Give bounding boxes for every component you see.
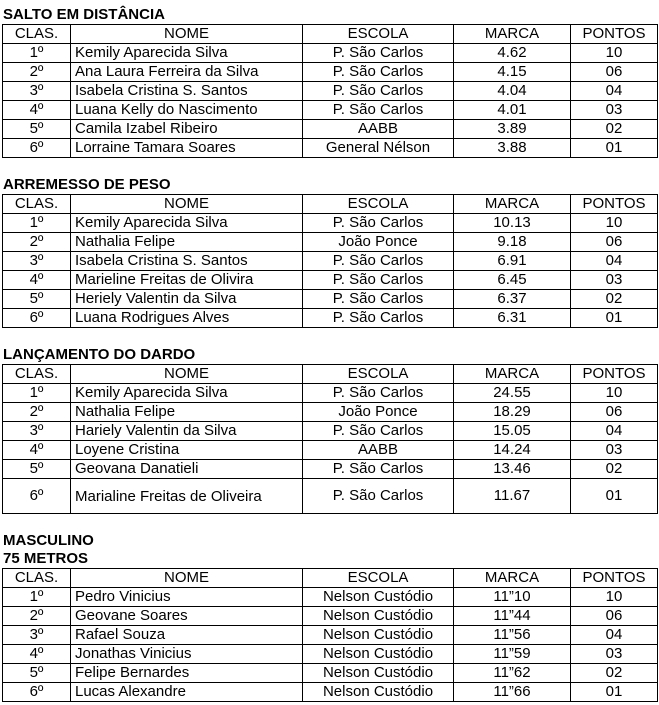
cell-marca: 24.55	[454, 384, 571, 403]
cell-escola: P. São Carlos	[303, 290, 454, 309]
cell-pontos: 04	[571, 626, 658, 645]
cell-clas: 1º	[3, 384, 71, 403]
cell-nome: Marieline Freitas de Olivira	[71, 271, 303, 290]
header-clas: CLAS.	[3, 569, 71, 588]
table-row	[3, 664, 658, 683]
cell-pontos: 01	[571, 479, 658, 514]
table-row	[3, 252, 658, 271]
table-row	[3, 479, 658, 514]
header-row	[3, 25, 658, 44]
cell-marca: 6.91	[454, 252, 571, 271]
cell-escola: P. São Carlos	[303, 214, 454, 233]
cell-clas: 1º	[3, 44, 71, 63]
cell-escola: General Nélson	[303, 139, 454, 158]
cell-marca: 6.37	[454, 290, 571, 309]
header-nome: NOME	[71, 365, 303, 384]
cell-pontos: 01	[571, 683, 658, 702]
section-title: ARREMESSO DE PESO	[3, 176, 171, 193]
cell-nome: Heriely Valentin da Silva	[71, 290, 303, 309]
cell-clas: 5º	[3, 120, 71, 139]
cell-marca: 13.46	[454, 460, 571, 479]
cell-nome: Kemily Aparecida Silva	[71, 384, 303, 403]
cell-nome: Luana Rodrigues Alves	[71, 309, 303, 328]
cell-pontos: 10	[571, 384, 658, 403]
cell-escola: Nelson Custódio	[303, 607, 454, 626]
header-pontos: PONTOS	[571, 25, 658, 44]
cell-pontos: 02	[571, 460, 658, 479]
table-row	[3, 271, 658, 290]
cell-pontos: 04	[571, 422, 658, 441]
cell-clas: 1º	[3, 214, 71, 233]
cell-escola: P. São Carlos	[303, 460, 454, 479]
cell-marca: 15.05	[454, 422, 571, 441]
cell-marca: 11”59	[454, 645, 571, 664]
cell-marca: 4.62	[454, 44, 571, 63]
cell-clas: 4º	[3, 271, 71, 290]
cell-pontos: 04	[571, 82, 658, 101]
cell-escola: P. São Carlos	[303, 309, 454, 328]
cell-pontos: 02	[571, 120, 658, 139]
table-row	[3, 233, 658, 252]
cell-pontos: 02	[571, 290, 658, 309]
cell-pontos: 10	[571, 44, 658, 63]
cell-clas: 2º	[3, 403, 71, 422]
results-table	[2, 194, 658, 328]
header-nome: NOME	[71, 569, 303, 588]
cell-nome: Luana Kelly do Nascimento	[71, 101, 303, 120]
cell-escola: Nelson Custódio	[303, 626, 454, 645]
table-row	[3, 101, 658, 120]
cell-marca: 11”10	[454, 588, 571, 607]
table-row	[3, 683, 658, 702]
cell-clas: 6º	[3, 683, 71, 702]
cell-clas: 5º	[3, 290, 71, 309]
cell-clas: 6º	[3, 479, 71, 514]
cell-pontos: 04	[571, 252, 658, 271]
cell-pontos: 06	[571, 403, 658, 422]
results-table	[2, 24, 658, 158]
cell-clas: 2º	[3, 233, 71, 252]
header-pontos: PONTOS	[571, 569, 658, 588]
header-clas: CLAS.	[3, 195, 71, 214]
header-marca: MARCA	[454, 569, 571, 588]
cell-nome: Felipe Bernardes	[71, 664, 303, 683]
cell-clas: 4º	[3, 441, 71, 460]
section-title: MASCULINO	[3, 532, 94, 549]
section-subtitle: 75 METROS	[3, 550, 89, 567]
header-pontos: PONTOS	[571, 365, 658, 384]
table-row	[3, 626, 658, 645]
cell-escola: Nelson Custódio	[303, 588, 454, 607]
cell-clas: 5º	[3, 664, 71, 683]
table-row	[3, 63, 658, 82]
table-row	[3, 441, 658, 460]
cell-marca: 11”66	[454, 683, 571, 702]
cell-nome: Nathalia Felipe	[71, 233, 303, 252]
table-row	[3, 588, 658, 607]
cell-clas: 3º	[3, 422, 71, 441]
header-nome: NOME	[71, 25, 303, 44]
results-table	[2, 568, 658, 702]
cell-pontos: 02	[571, 664, 658, 683]
header-clas: CLAS.	[3, 25, 71, 44]
cell-marca: 14.24	[454, 441, 571, 460]
cell-pontos: 06	[571, 233, 658, 252]
cell-nome: Lorraine Tamara Soares	[71, 139, 303, 158]
header-marca: MARCA	[454, 365, 571, 384]
cell-escola: P. São Carlos	[303, 82, 454, 101]
cell-nome: Rafael Souza	[71, 626, 303, 645]
cell-escola: P. São Carlos	[303, 44, 454, 63]
cell-escola: P. São Carlos	[303, 63, 454, 82]
cell-marca: 9.18	[454, 233, 571, 252]
cell-escola: João Ponce	[303, 233, 454, 252]
header-escola: ESCOLA	[303, 195, 454, 214]
header-marca: MARCA	[454, 25, 571, 44]
cell-marca: 4.04	[454, 82, 571, 101]
cell-nome: Marialine Freitas de Oliveira	[71, 479, 303, 514]
cell-marca: 11”62	[454, 664, 571, 683]
results-table	[2, 364, 658, 514]
table-row	[3, 120, 658, 139]
cell-escola: AABB	[303, 441, 454, 460]
cell-escola: Nelson Custódio	[303, 645, 454, 664]
cell-nome: Nathalia Felipe	[71, 403, 303, 422]
header-row	[3, 365, 658, 384]
cell-marca: 6.45	[454, 271, 571, 290]
header-clas: CLAS.	[3, 365, 71, 384]
cell-escola: Nelson Custódio	[303, 664, 454, 683]
cell-escola: Nelson Custódio	[303, 683, 454, 702]
cell-clas: 3º	[3, 82, 71, 101]
cell-nome: Jonathas Vinicius	[71, 645, 303, 664]
cell-escola: P. São Carlos	[303, 252, 454, 271]
cell-nome: Hariely Valentin da Silva	[71, 422, 303, 441]
cell-clas: 6º	[3, 139, 71, 158]
cell-nome: Kemily Aparecida Silva	[71, 44, 303, 63]
header-nome: NOME	[71, 195, 303, 214]
cell-nome: Loyene Cristina	[71, 441, 303, 460]
cell-nome: Geovane Soares	[71, 607, 303, 626]
cell-marca: 10.13	[454, 214, 571, 233]
cell-clas: 3º	[3, 252, 71, 271]
cell-pontos: 03	[571, 645, 658, 664]
cell-clas: 6º	[3, 309, 71, 328]
table-row	[3, 82, 658, 101]
cell-clas: 2º	[3, 63, 71, 82]
cell-clas: 4º	[3, 645, 71, 664]
cell-nome: Kemily Aparecida Silva	[71, 214, 303, 233]
cell-escola: P. São Carlos	[303, 479, 454, 514]
header-escola: ESCOLA	[303, 365, 454, 384]
cell-marca: 11”56	[454, 626, 571, 645]
table-row	[3, 607, 658, 626]
table-row	[3, 403, 658, 422]
cell-pontos: 06	[571, 607, 658, 626]
cell-clas: 5º	[3, 460, 71, 479]
cell-escola: P. São Carlos	[303, 384, 454, 403]
cell-pontos: 03	[571, 441, 658, 460]
cell-pontos: 10	[571, 214, 658, 233]
cell-pontos: 06	[571, 63, 658, 82]
cell-marca: 6.31	[454, 309, 571, 328]
cell-marca: 3.88	[454, 139, 571, 158]
section-title: LANÇAMENTO DO DARDO	[3, 346, 196, 363]
header-row	[3, 195, 658, 214]
cell-escola: P. São Carlos	[303, 101, 454, 120]
cell-nome: Pedro Vinicius	[71, 588, 303, 607]
cell-nome: Camila Izabel Ribeiro	[71, 120, 303, 139]
cell-nome: Isabela Cristina S. Santos	[71, 82, 303, 101]
header-escola: ESCOLA	[303, 569, 454, 588]
cell-marca: 11”44	[454, 607, 571, 626]
table-row	[3, 460, 658, 479]
cell-clas: 2º	[3, 607, 71, 626]
cell-marca: 4.15	[454, 63, 571, 82]
cell-escola: P. São Carlos	[303, 271, 454, 290]
cell-nome: Isabela Cristina S. Santos	[71, 252, 303, 271]
cell-escola: João Ponce	[303, 403, 454, 422]
header-marca: MARCA	[454, 195, 571, 214]
cell-pontos: 01	[571, 139, 658, 158]
table-row	[3, 645, 658, 664]
cell-pontos: 03	[571, 271, 658, 290]
table-row	[3, 384, 658, 403]
cell-pontos: 10	[571, 588, 658, 607]
cell-nome: Geovana Danatieli	[71, 460, 303, 479]
cell-pontos: 03	[571, 101, 658, 120]
cell-pontos: 01	[571, 309, 658, 328]
table-row	[3, 290, 658, 309]
header-escola: ESCOLA	[303, 25, 454, 44]
cell-escola: AABB	[303, 120, 454, 139]
table-row	[3, 139, 658, 158]
cell-clas: 3º	[3, 626, 71, 645]
table-row	[3, 214, 658, 233]
cell-nome: Lucas Alexandre	[71, 683, 303, 702]
cell-marca: 4.01	[454, 101, 571, 120]
header-pontos: PONTOS	[571, 195, 658, 214]
cell-marca: 11.67	[454, 479, 571, 514]
cell-marca: 3.89	[454, 120, 571, 139]
section-title: SALTO EM DISTÂNCIA	[3, 6, 165, 23]
cell-clas: 4º	[3, 101, 71, 120]
table-row	[3, 309, 658, 328]
cell-nome: Ana Laura Ferreira da Silva	[71, 63, 303, 82]
cell-clas: 1º	[3, 588, 71, 607]
cell-escola: P. São Carlos	[303, 422, 454, 441]
table-row	[3, 422, 658, 441]
header-row	[3, 569, 658, 588]
cell-marca: 18.29	[454, 403, 571, 422]
table-row	[3, 44, 658, 63]
